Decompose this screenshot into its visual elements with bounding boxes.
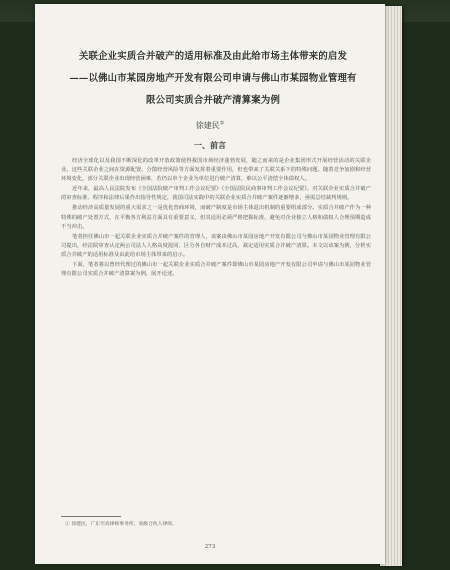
author-footnote-mark: ①: [219, 120, 225, 127]
title-line-3: 限公司实质合并破产清算案为例: [145, 95, 281, 106]
title-line-1: 关联企业实质合并破产的适用标准及由此给市场主体带来的启发: [78, 51, 348, 62]
paragraph: 近年来，最高人民法院发布《全国法院破产审判工作会议纪要》《全国法院民商事审判工作会议纪要》，对关联企业实质合并破产的审查标准、程序和法律后果作出指导性规定，我国司法实践中的关联企业实质合并破产案件逐渐增多，亟需总结裁判规则。: [61, 186, 371, 202]
book-page: [35, 4, 385, 564]
paragraph: 笔者担任佛山市一起关联企业实质合并破产案件的管理人，该案由佛山市某园房地产开发有限公司与佛山市某园物业管理有限公司提出，经法院审查认定两公司法人人格高度混同、区分各自财产成本过高，裁定适用实质合并破产清算。本文以该案为例，分析实质合并破产的适用标准及由此给市场主体带来的启示。: [61, 233, 371, 258]
author-line: [35, 120, 385, 131]
title-line-2: ——以佛山市某园房地产开发有限公司申请与佛山市某园物业管理有: [69, 73, 357, 84]
page-number: 273: [204, 544, 216, 550]
footnote: ① 徐建民，广东至高律师事务所，高级合伙人律师。: [65, 522, 177, 527]
body-text: [61, 157, 371, 279]
author-name: 徐建民: [195, 121, 220, 130]
paragraph: 下面，笔者将以曾经代理过的佛山市一起关联企业实质合并破产案件即佛山市某园房地产开发有限公司申请与佛山市某园物业管理有限公司实质合并破产清算案为例，展开论述。: [61, 262, 371, 278]
footnote-rule: [61, 516, 121, 517]
section-heading: 一、前言: [194, 140, 226, 150]
paragraph: 推动经济高质量发展的重大需求之一是优化营商环境，而破产制度是市场主体退出机制的重要组成部分。实质合并破产作为一种特殊的破产处置方式，在平衡各方利益方面具有重要意义，但其适用必须严格把握标准，避免对企业独立人格和债权人合理预期造成不当冲击。: [61, 205, 371, 230]
paragraph: 经济全球化以及我国不断深化的改革开放政策使得我国市场经济蓬勃发展，随之而来的是企业集团形式开展经营活动的关联企业。这些关联企业之间在资源配置、分散经营风险等方面发挥着重要作用，但也带来了关联关系下的特殊问题。随着竞争加剧和经营环境变化，部分关联企业出现经营困难，若仍以单个企业为单位进行破产清算，难以公平清偿全体债权人。: [61, 158, 371, 183]
article-title: [53, 46, 373, 112]
